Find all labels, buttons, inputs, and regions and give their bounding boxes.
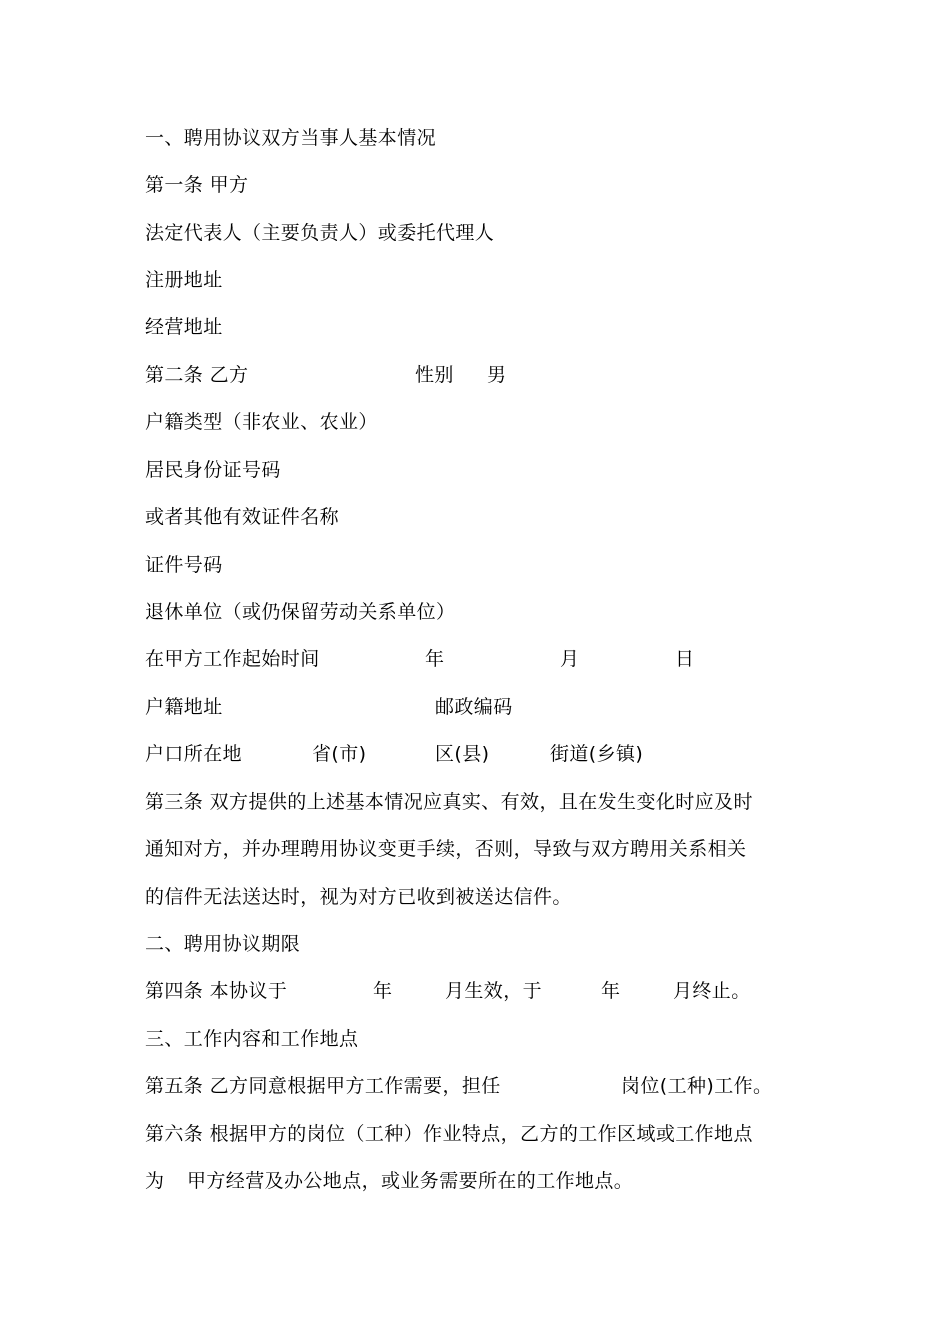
article3-line3: 的信件无法送达时，视为对方已收到被送达信件。 bbox=[145, 886, 572, 908]
section3-heading: 三、工作内容和工作地点 bbox=[145, 1028, 359, 1050]
postal-code-label: 邮政编码 bbox=[435, 696, 513, 718]
household-address-label: 户籍地址 bbox=[145, 696, 223, 718]
article4-line bbox=[145, 976, 845, 1006]
article5-post: 岗位(工种)工作。 bbox=[621, 1075, 773, 1097]
cert-number-line: 证件号码 bbox=[145, 554, 223, 576]
article6-line2 bbox=[145, 1166, 845, 1196]
article2-label: 第二条 乙方 bbox=[145, 364, 249, 386]
article4-month2: 月终止。 bbox=[673, 980, 751, 1002]
article3-line1: 第三条 双方提供的上述基本情况应真实、有效，且在发生变化时应及时 bbox=[145, 791, 753, 813]
retired-unit-line: 退休单位（或仍保留劳动关系单位） bbox=[145, 601, 456, 623]
registered-address-line: 注册地址 bbox=[145, 269, 223, 291]
gender-label: 性别 bbox=[415, 364, 454, 386]
start-time-year: 年 bbox=[425, 648, 445, 670]
article6-line2-text: 甲方经营及办公地点，或业务需要所在的工作地点。 bbox=[187, 1170, 634, 1192]
hukou-street: 街道(乡镇) bbox=[550, 743, 644, 765]
household-address-line bbox=[145, 692, 845, 722]
article3-line2: 通知对方，并办理聘用协议变更手续，否则，导致与双方聘用关系相关 bbox=[145, 838, 747, 860]
legal-rep-line: 法定代表人（主要负责人）或委托代理人 bbox=[145, 222, 495, 244]
household-type-line: 户籍类型（非农业、农业） bbox=[145, 411, 378, 433]
article4-year1: 年 bbox=[373, 980, 393, 1002]
start-time-label: 在甲方工作起始时间 bbox=[145, 648, 320, 670]
start-time-month: 月 bbox=[560, 648, 580, 670]
gender-value: 男 bbox=[487, 364, 507, 386]
hukou-district: 区(县) bbox=[435, 743, 490, 765]
article5-line bbox=[145, 1071, 845, 1101]
article2-line bbox=[145, 360, 845, 390]
section2-heading: 二、聘用协议期限 bbox=[145, 933, 301, 955]
business-address-line: 经营地址 bbox=[145, 316, 223, 338]
article6-line1: 第六条 根据甲方的岗位（工种）作业特点，乙方的工作区域或工作地点 bbox=[145, 1123, 753, 1145]
hukou-province: 省(市) bbox=[312, 743, 367, 765]
article6-line2-prefix: 为 bbox=[145, 1170, 165, 1192]
start-time-day: 日 bbox=[675, 648, 695, 670]
hukou-location-line bbox=[145, 739, 845, 769]
section1-heading: 一、聘用协议双方当事人基本情况 bbox=[145, 127, 437, 149]
start-time-line bbox=[145, 644, 845, 674]
article1-line: 第一条 甲方 bbox=[145, 174, 249, 196]
hukou-location-label: 户口所在地 bbox=[145, 743, 243, 765]
article4-month1: 月生效，于 bbox=[445, 980, 543, 1002]
article4-year2: 年 bbox=[601, 980, 621, 1002]
id-number-line: 居民身份证号码 bbox=[145, 459, 281, 481]
other-id-name-line: 或者其他有效证件名称 bbox=[145, 506, 340, 528]
article4-label: 第四条 本协议于 bbox=[145, 980, 288, 1002]
article5-label: 第五条 乙方同意根据甲方工作需要，担任 bbox=[145, 1075, 501, 1097]
